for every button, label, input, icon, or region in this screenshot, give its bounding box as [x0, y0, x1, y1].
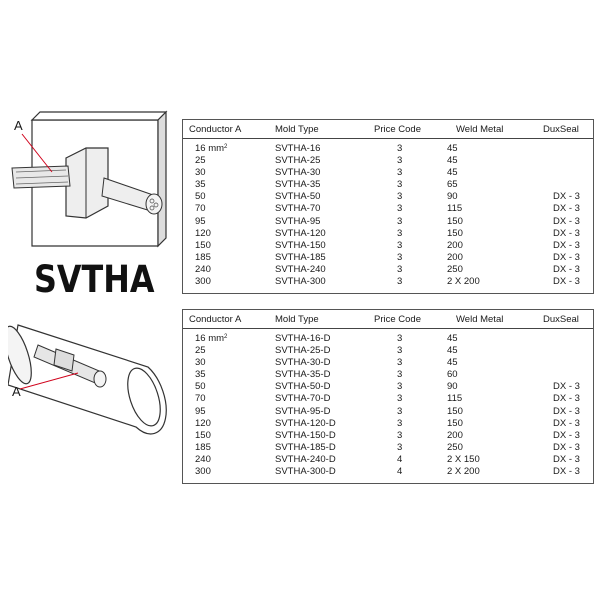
cell-price: 3 — [397, 143, 403, 154]
cell-conductor: 50 — [195, 191, 206, 203]
cell-weld: 150 — [447, 417, 463, 429]
table-row — [183, 143, 593, 155]
cell-mold: SVTHA-300 — [275, 276, 326, 288]
cell-weld: 250 — [447, 263, 463, 275]
cell-weld: 45 — [447, 333, 458, 344]
cell-price: 3 — [397, 333, 403, 344]
cell-weld: 200 — [447, 251, 463, 263]
col-conductor: Conductor A — [189, 314, 242, 325]
cell-price: 3 — [397, 417, 403, 429]
cell-price: 3 — [397, 251, 403, 263]
cell-conductor: 95 — [195, 215, 206, 227]
cell-dux: DX - 3 — [553, 405, 580, 417]
cell-dux: DX - 3 — [553, 251, 580, 263]
cell-price: 3 — [397, 276, 403, 288]
cell-conductor: 300 — [195, 466, 211, 478]
cell-mold: SVTHA-95-D — [275, 405, 331, 417]
cell-dux: DX - 3 — [553, 203, 580, 215]
cell-mold: SVTHA-16-D — [275, 333, 331, 344]
cell-weld: 200 — [447, 239, 463, 251]
col-duxseal: DuxSeal — [543, 124, 579, 135]
cell-conductor: 16 $mm^2$ — [195, 143, 228, 154]
cell-weld: 115 — [447, 393, 463, 405]
cell-dux: DX - 3 — [553, 227, 580, 239]
table-row — [183, 466, 593, 478]
cell-conductor: 185 — [195, 251, 211, 263]
cell-weld: 150 — [447, 215, 463, 227]
table-row — [183, 406, 593, 418]
cell-mold: SVTHA-70 — [275, 203, 321, 215]
cell-mold: SVTHA-300-D — [275, 466, 336, 478]
cell-mold: SVTHA-240 — [275, 263, 326, 275]
table-row — [183, 393, 593, 405]
cell-price: 3 — [397, 345, 403, 357]
cell-conductor: 185 — [195, 441, 211, 453]
cell-mold: SVTHA-50-D — [275, 381, 331, 393]
cell-weld: 45 — [447, 357, 458, 369]
col-mold: Mold Type — [275, 314, 319, 325]
cell-mold: SVTHA-95 — [275, 215, 321, 227]
cell-weld: 2 X 200 — [447, 276, 480, 288]
cell-weld: 60 — [447, 369, 458, 381]
cell-dux: DX - 3 — [553, 276, 580, 288]
plate-connection-illustration — [8, 108, 178, 258]
cell-mold: SVTHA-240-D — [275, 453, 336, 465]
cell-weld: 2 X 200 — [447, 466, 480, 478]
callout-label-pipe: A — [12, 384, 21, 399]
cell-conductor: 30 — [195, 167, 206, 179]
cell-weld: 45 — [447, 167, 458, 179]
cell-mold: SVTHA-35 — [275, 179, 321, 191]
cell-price: 3 — [397, 227, 403, 239]
col-mold: Mold Type — [275, 124, 319, 135]
cell-dux: DX - 3 — [553, 453, 580, 465]
cell-dux: DX - 3 — [553, 417, 580, 429]
table-row — [183, 167, 593, 179]
cell-weld: 90 — [447, 381, 458, 393]
table-row — [183, 179, 593, 191]
svtha-table — [182, 119, 594, 294]
table-row — [183, 345, 593, 357]
table-row — [183, 454, 593, 466]
cell-conductor: 35 — [195, 369, 206, 381]
table-header — [183, 120, 593, 139]
cell-weld: 45 — [447, 155, 458, 167]
cell-price: 3 — [397, 357, 403, 369]
cell-price: 3 — [397, 393, 403, 405]
cell-conductor: 240 — [195, 453, 211, 465]
cell-weld: 200 — [447, 429, 463, 441]
col-duxseal: DuxSeal — [543, 314, 579, 325]
table-row — [183, 228, 593, 240]
cell-mold: SVTHA-150 — [275, 239, 326, 251]
cell-conductor: 95 — [195, 405, 206, 417]
cell-price: 3 — [397, 155, 403, 167]
cell-mold: SVTHA-25-D — [275, 345, 331, 357]
cell-mold: SVTHA-30-D — [275, 357, 331, 369]
cell-weld: 115 — [447, 203, 463, 215]
table-row — [183, 155, 593, 167]
cell-conductor: 300 — [195, 276, 211, 288]
cell-dux: DX - 3 — [553, 191, 580, 203]
cell-price: 3 — [397, 429, 403, 441]
cell-weld: 150 — [447, 227, 463, 239]
cell-dux: DX - 3 — [553, 393, 580, 405]
cell-weld: 2 X 150 — [447, 453, 480, 465]
cell-price: 3 — [397, 215, 403, 227]
cell-mold: SVTHA-185-D — [275, 441, 336, 453]
cell-price: 3 — [397, 369, 403, 381]
cell-weld: 45 — [447, 345, 458, 357]
cell-price: 3 — [397, 203, 403, 215]
cell-conductor: 25 — [195, 345, 206, 357]
cell-dux: DX - 3 — [553, 239, 580, 251]
table-row — [183, 252, 593, 264]
cell-conductor: 150 — [195, 429, 211, 441]
table-row — [183, 418, 593, 430]
table-row — [183, 276, 593, 288]
table-row — [183, 442, 593, 454]
cell-dux: DX - 3 — [553, 441, 580, 453]
table-row — [183, 333, 593, 345]
cell-price: 3 — [397, 167, 403, 179]
table-row — [183, 357, 593, 369]
cell-mold: SVTHA-120 — [275, 227, 326, 239]
cell-mold: SVTHA-150-D — [275, 429, 336, 441]
cell-price: 3 — [397, 179, 403, 191]
col-conductor: Conductor A — [189, 124, 242, 135]
table-header — [183, 310, 593, 329]
cell-mold: SVTHA-30 — [275, 167, 321, 179]
table-row — [183, 430, 593, 442]
table-row — [183, 240, 593, 252]
cell-conductor: 240 — [195, 263, 211, 275]
cell-mold: SVTHA-185 — [275, 251, 326, 263]
cell-price: 4 — [397, 453, 403, 465]
cell-dux: DX - 3 — [553, 429, 580, 441]
cell-weld: 90 — [447, 191, 458, 203]
cell-conductor: 120 — [195, 417, 211, 429]
cell-price: 4 — [397, 466, 403, 478]
pipe-connection-illustration — [8, 305, 178, 435]
callout-label-top: A — [14, 118, 23, 133]
cell-mold: SVTHA-120-D — [275, 417, 336, 429]
cell-price: 3 — [397, 191, 403, 203]
col-price: Price Code — [374, 314, 421, 325]
cell-mold: SVTHA-25 — [275, 155, 321, 167]
cell-weld: 65 — [447, 179, 458, 191]
cell-conductor: 150 — [195, 239, 211, 251]
table-row — [183, 216, 593, 228]
cell-conductor: 120 — [195, 227, 211, 239]
table-row — [183, 191, 593, 203]
cell-conductor: 30 — [195, 357, 206, 369]
unit-superscript: 2 — [224, 144, 228, 150]
cell-conductor: 35 — [195, 179, 206, 191]
table-row — [183, 369, 593, 381]
table-row — [183, 381, 593, 393]
cell-price: 3 — [397, 441, 403, 453]
product-title: SVTHA — [34, 258, 155, 301]
col-weld: Weld Metal — [456, 124, 504, 135]
svtha-d-table — [182, 309, 594, 484]
cell-weld: 150 — [447, 405, 463, 417]
cell-weld: 250 — [447, 441, 463, 453]
cell-mold: SVTHA-50 — [275, 191, 321, 203]
cell-price: 3 — [397, 239, 403, 251]
table-body — [183, 139, 593, 288]
table-row — [183, 264, 593, 276]
cell-conductor: 70 — [195, 203, 206, 215]
cell-conductor: 70 — [195, 393, 206, 405]
cell-conductor: 25 — [195, 155, 206, 167]
cell-conductor: 50 — [195, 381, 206, 393]
table-row — [183, 203, 593, 215]
cell-price: 3 — [397, 405, 403, 417]
cell-dux: DX - 3 — [553, 466, 580, 478]
cell-dux: DX - 3 — [553, 215, 580, 227]
cell-conductor: 16 $mm^2$ — [195, 333, 228, 344]
col-price: Price Code — [374, 124, 421, 135]
table-body — [183, 329, 593, 478]
col-weld: Weld Metal — [456, 314, 504, 325]
cell-price: 3 — [397, 263, 403, 275]
cell-dux: DX - 3 — [553, 381, 580, 393]
cell-mold: SVTHA-70-D — [275, 393, 331, 405]
cell-mold: SVTHA-35-D — [275, 369, 331, 381]
unit-superscript: 2 — [224, 334, 228, 340]
cell-weld: 45 — [447, 143, 458, 154]
cell-mold: SVTHA-16 — [275, 143, 321, 154]
cell-dux: DX - 3 — [553, 263, 580, 275]
cell-price: 3 — [397, 381, 403, 393]
